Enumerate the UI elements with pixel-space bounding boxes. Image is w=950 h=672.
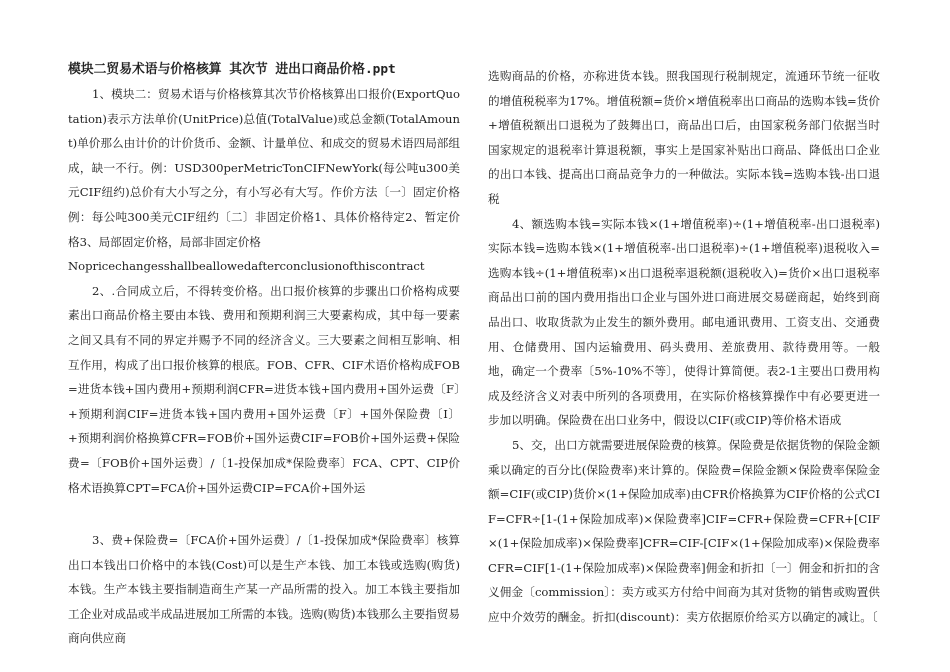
paragraph-1: 1、模块二：贸易术语与价格核算其次节价格核算出口报价(ExportQuotation)表示方法单价(UnitPrice)总值(TotalValue)或总金额(TotalAmount)单价那么由计价的计价货币、金额、计量单位、和成交的贸易术语四局部组成，缺一不行。例：USD300perMetricTonCIFNewYork(每公吨u300美元CIF纽约)总价有大小写之分，有小写必有大写。作价方法〔一〕固定价格例：每公吨300美元CIF纽约〔二〕非固定价格1、具体价格待定2、暂定价格3、局部固定价格，局部非固定价格: [68, 87, 460, 249]
paragraph-continued: 选购商品的价格，亦称进货本钱。照我国现行税制规定，流通环节统一征收的增值税税率为17%。增值税额=货价×增值税率出口商品的选购本钱=货价+增值税额出口退税为了鼓舞出口，商品出口后，由国家税务部门依据当时国家规定的退税率计算退税额，事实上是国家补贴出口商品、降低出口企业的出口本钱、提高出口商品竞争力的一种做法。实际本钱=选购本钱-出口退税: [488, 69, 880, 206]
paragraph-english-clause: Nopricechangesshallbeallowedafterconclusionofthiscontract: [68, 259, 425, 274]
paragraph-4: 4、额选购本钱=实际本钱×(1+增值税率)÷(1+增值税率-出口退税率)实际本钱=选购本钱×(1+增值税率-出口退税率)÷(1+增值税率)退税收入=选购本钱÷(1+增值税率)×出口退税率退税额(退税收入)=货价×出口退税率商品出口前的国内费用指出口企业与国外进口商进展交易磋商起，始终到商品出口、收取货款为止发生的额外费用。邮电通讯费用、工资支出、交通费用、仓储费用、国内运输费用、码头费用、差旅费用、款待费用等。一般地，确定一个费率〔5%-10%不等〕，使得计算简便。表2-1主要出口费用构成及经济含义对表中所列的各项费用，在实际价格核算操作中有必要更进一步加以明确。保险费在出口业务中，假设以CIF(或CIP)等价格术语成: [488, 216, 880, 428]
paragraph-5: 5、交，出口方就需要进展保险费的核算。保险费是依据货物的保险金额乘以确定的百分比(保险费率)来计算的。保险费=保险金额×保险费率保险金额=CIF(或CIP)货价×(1+保险加成率)由CFR价格换算为CIF价格的公式CIF=CFR÷[1-(1+保险加成率)×保险费率]CIF=CFR+保险费=CFR+[CIF×(1+保险加成率)×保险费率]CFR=CIF-[CIF×(1+保险加成率)×保险费率CFR=CIF[1-(1+保险加成率)×保险费率]佣金和折扣〔一〕佣金和折扣的含义佣金〔commission〕：卖方或买方付给中间商为其对货物的销售或购置供应中介效劳的酬金。折扣(discount)：卖方依据原价给买方以确定的减让。〔: [488, 437, 880, 625]
paragraph-3: 3、费+保险费=〔FCA价+国外运费〕/〔1-投保加成*保险费率〕核算出口本钱出口价格中的本钱(Cost)可以是生产本钱、加工本钱或选购(购货)本钱。生产本钱主要指制造商生产某一产品所需的投入。加工本钱主要指加工企业对成品或半成品进展加工所需的本钱。选购(购货)本钱那么主要指贸易商向供应商: [68, 533, 460, 646]
document-title: 模块二贸易术语与价格核算 其次节 进出口商品价格.ppt: [68, 62, 396, 77]
left-column: [68, 58, 460, 651]
paragraph-2: 2、.合同成立后，不得转变价格。出口报价核算的步骤出口价格构成要素出口商品价格主要由本钱、费用和预期利润三大要素构成，其中每一要素之间又具有不同的界定并赐予不同的经济含义。三大要素之间相互影响、相互作用，构成了出口报价核算的根底。FOB、CFR、CIF术语价格构成FOB=进货本钱+国内费用+预期利润CFR=进货本钱+国内费用+国外运费〔F〕+预期利润CIF=进货本钱+国内费用+国外运费〔F〕+国外保险费〔I〕+预期利润价格换算CFR=FOB价+国外运费CIF=FOB价+国外运费+保险费=〔FOB价+国外运费〕/〔1-投保加成*保险费率〕FCA、CPT、CIP价格术语换算CPT=FCA价+国外运费CIP=FCA价+国外运: [68, 283, 460, 495]
right-column: [488, 64, 880, 630]
paragraph-gap: [68, 500, 460, 528]
